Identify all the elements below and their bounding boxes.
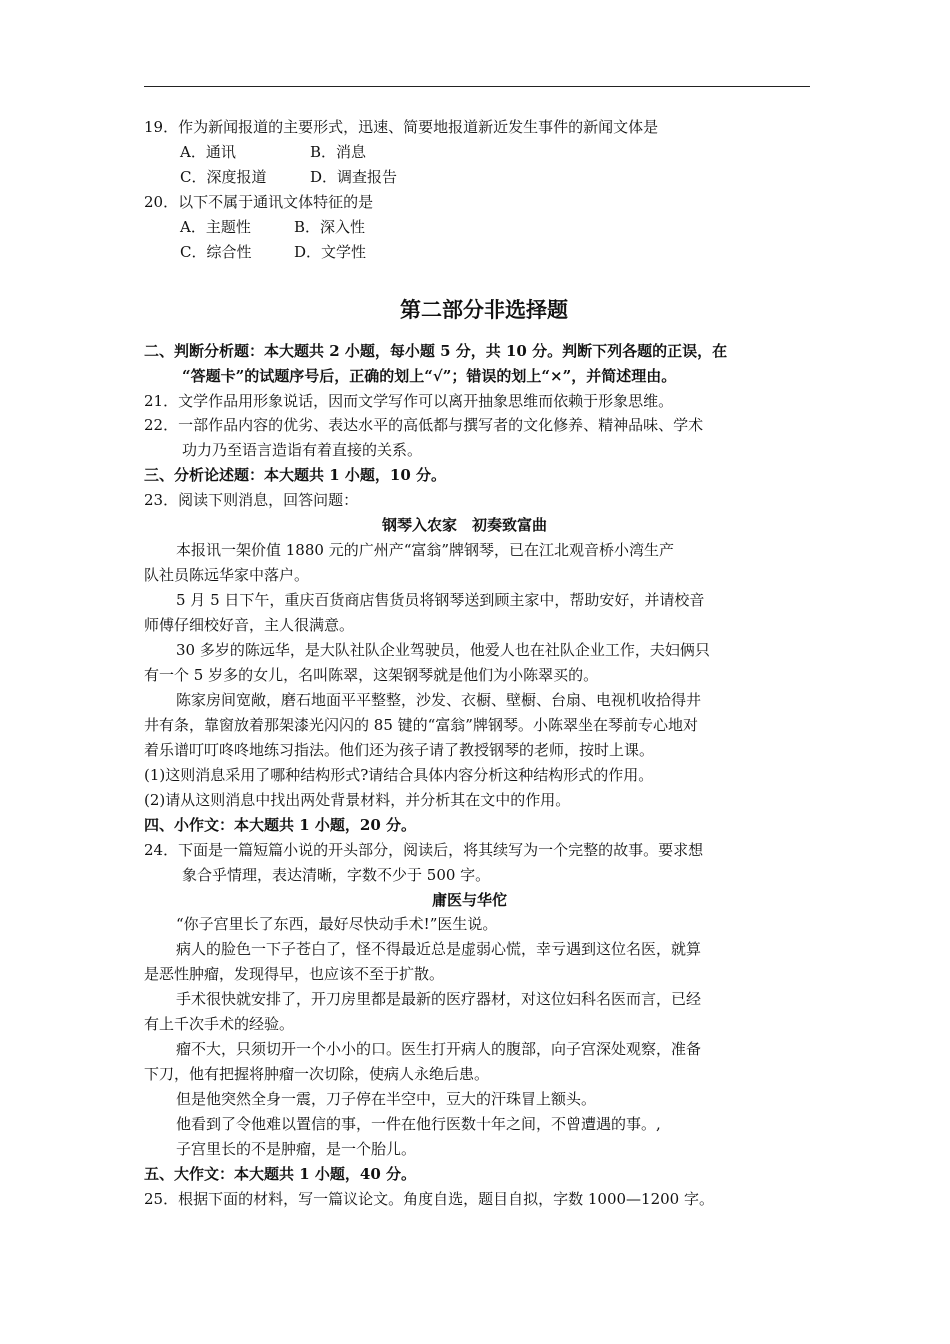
story-p1: “你子宫里长了东西，最好尽快动手术!”医生说。 — [176, 915, 498, 933]
q23-sub1: (1)这则消息采用了哪种结构形式?请结合具体内容分析这种结构形式的作用。 — [144, 766, 654, 784]
q21-text: 21．文学作品用形象说话，因而文学写作可以离开抽象思维而依赖于形象思维。 — [144, 392, 674, 410]
q19-option-c: C．深度报道 — [180, 168, 267, 186]
q19-option-d: D．调查报告 — [310, 168, 398, 186]
story-p2-line2: 是恶性肿瘤，发现得早，也应该不至于扩散。 — [144, 965, 445, 983]
q23-sub2: (2)请从这则消息中找出两处背景材料，并分析其在文中的作用。 — [144, 791, 571, 809]
story-p5: 但是他突然全身一震，刀子停在半空中，豆大的汗珠冒上额头。 — [176, 1090, 597, 1108]
q22-text-line1: 22．一部作品内容的优劣、表达水平的高低都与撰写者的文化修养、精神品味、学术 — [144, 416, 704, 434]
story-p2-line1: 病人的脸色一下子苍白了，怪不得最近总是虚弱心慌，幸亏遇到这位名医，就算 — [176, 940, 702, 958]
story-title: 庸医与华佗 — [432, 891, 508, 909]
sec2-heading-line2: “答题卡”的试题序号后，正确的划上“√”；错误的划上“×”，并简述理由。 — [182, 367, 677, 385]
q20-option-c: C．综合性 — [180, 243, 252, 261]
q20-option-b: B．深入性 — [294, 218, 366, 236]
news-p3-line1: 30 多岁的陈远华，是大队社队企业驾驶员，他爱人也在社队企业工作，夫妇俩只 — [176, 641, 710, 659]
q25-text: 25．根据下面的材料，写一篇议论文。角度自选，题目自拟，字数 1000—1200 字。 — [144, 1190, 714, 1208]
story-p4-line2: 下刀，他有把握将肿瘤一次切除，使病人永绝后患。 — [144, 1065, 490, 1083]
news-p2-line2: 师傅仔细校好音，主人很满意。 — [144, 616, 355, 634]
news-p4-line1: 陈家房间宽敞，磨石地面平平整整，沙发、衣橱、壁橱、台扇、电视机收拾得井 — [176, 691, 702, 709]
q23-text: 23．阅读下则消息，回答问题： — [144, 491, 359, 509]
q19-option-b: B．消息 — [310, 143, 367, 161]
sec5-heading: 五、大作文：本大题共 1 小题，40 分。 — [144, 1165, 416, 1183]
header-rule — [144, 86, 810, 87]
news-p1-line2: 队社员陈远华家中落户。 — [144, 566, 310, 584]
news-p4-line3: 着乐谱叮叮咚咚地练习指法。他们还为孩子请了教授钢琴的老师，按时上课。 — [144, 741, 655, 759]
q22-text-line2: 功力乃至语言造诣有着直接的关系。 — [182, 441, 423, 459]
news-article-title: 钢琴入农家 初奏致富曲 — [382, 516, 548, 534]
q20-option-a: A．主题性 — [180, 218, 251, 236]
part2-title: 第二部分非选择题 — [400, 297, 568, 322]
news-p2-line1: 5 月 5 日下午，重庆百货商店售货员将钢琴送到顾主家中，帮助安好，并请校音 — [176, 591, 705, 609]
news-p3-line2: 有一个 5 岁多的女儿，名叫陈翠，这架钢琴就是他们为小陈翠买的。 — [144, 666, 599, 684]
story-p7: 子宫里长的不是肿瘤，是一个胎儿。 — [176, 1140, 417, 1158]
sec3-heading: 三、分析论述题：本大题共 1 小题，10 分。 — [144, 466, 446, 484]
q20-stem: 20．以下不属于通讯文体特征的是 — [144, 193, 374, 211]
sec2-heading-line1: 二、判断分析题：本大题共 2 小题，每小题 5 分，共 10 分。判断下列各题的正误，在 — [144, 342, 728, 360]
q24-text-line1: 24．下面是一篇短篇小说的开头部分，阅读后，将其续写为一个完整的故事。要求想 — [144, 841, 704, 859]
news-p1-line1: 本报讯一架价值 1880 元的广州产“富翁”牌钢琴，已在江北观音桥小湾生产 — [176, 541, 675, 559]
story-p6: 他看到了令他难以置信的事，一件在他行医数十年之间，不曾遭遇的事。, — [176, 1115, 661, 1133]
q20-option-d: D．文学性 — [294, 243, 367, 261]
story-p3-line2: 有上千次手术的经验。 — [144, 1015, 295, 1033]
story-p4-line1: 瘤不大，只须切开一个小小的口。医生打开病人的腹部，向子宫深处观察，准备 — [176, 1040, 702, 1058]
q24-text-line2: 象合乎情理，表达清晰，字数不少于 500 字。 — [182, 866, 491, 884]
news-p4-line2: 井有条，靠窗放着那架漆光闪闪的 85 键的“富翁”牌钢琴。小陈翠坐在琴前专心地对 — [144, 716, 698, 734]
q19-option-a: A．通讯 — [180, 143, 236, 161]
sec4-heading: 四、小作文：本大题共 1 小题，20 分。 — [144, 816, 416, 834]
q19-stem: 19．作为新闻报道的主要形式，迅速、简要地报道新近发生事件的新闻文体是 — [144, 118, 659, 136]
story-p3-line1: 手术很快就安排了，开刀房里都是最新的医疗器材，对这位妇科名医而言，已经 — [176, 990, 702, 1008]
